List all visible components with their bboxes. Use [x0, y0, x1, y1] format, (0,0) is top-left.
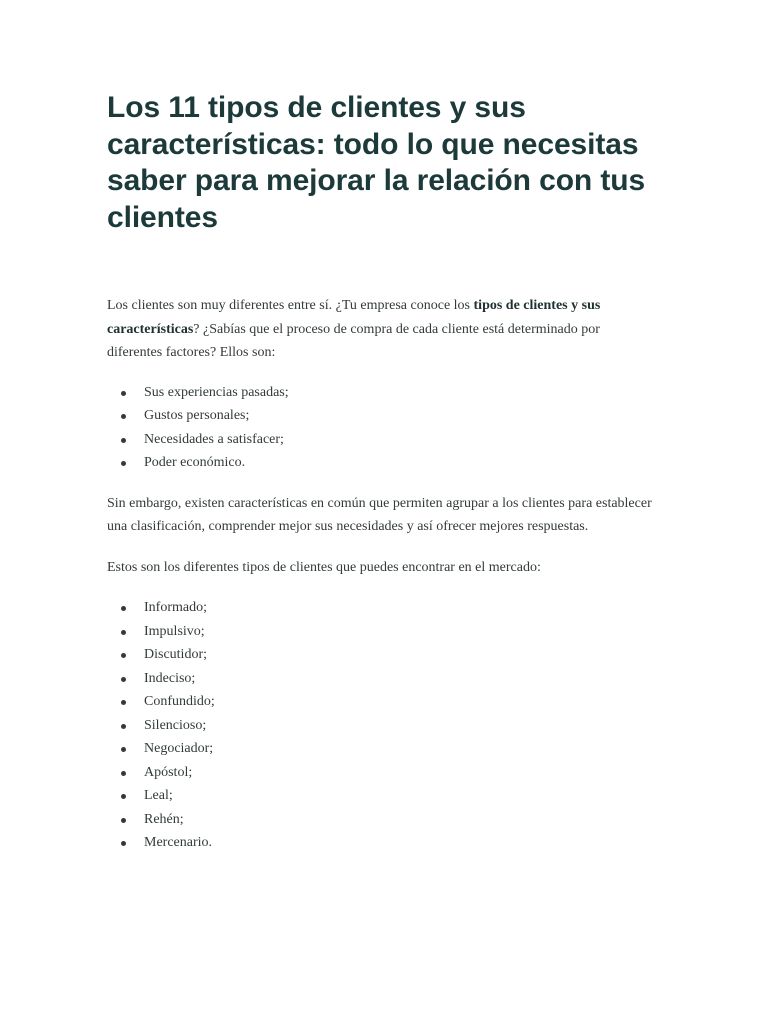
list-item	[107, 643, 652, 667]
bullet-icon	[121, 747, 126, 752]
list-item	[107, 667, 652, 691]
page-title: Los 11 tipos de clientes y sus características: todo lo que necesitas saber para mejorar la relación con tus clientes	[107, 91, 646, 234]
list-item	[107, 596, 652, 620]
list-item-text: Rehén;	[144, 811, 184, 827]
list-item	[107, 404, 652, 428]
list-item-text: Sus experiencias pasadas;	[144, 384, 289, 400]
body-paragraph: Estos son los diferentes tipos de clientes que puedes encontrar en el mercado:	[107, 559, 541, 575]
list-item-text: Gustos personales;	[144, 408, 250, 423]
list-item	[107, 428, 652, 452]
list-item	[107, 714, 652, 738]
list-item	[107, 381, 652, 405]
bullet-icon	[121, 700, 126, 705]
bullet-icon	[121, 818, 126, 823]
list-item-text: Discutidor;	[144, 647, 207, 662]
list-item-text: Silencioso;	[144, 717, 207, 733]
list-item	[107, 451, 652, 475]
bullet-icon	[121, 771, 126, 776]
intro-text-start: Los clientes son muy diferentes entre sí. ¿Tu empresa conoce los	[107, 298, 474, 313]
list-item-text: Apóstol;	[144, 764, 193, 780]
list-item	[107, 620, 652, 644]
list-item-text: Confundido;	[144, 694, 215, 709]
list-item-text: Impulsivo;	[144, 623, 205, 639]
list-item-text: Necesidades a satisfacer;	[144, 431, 284, 447]
bullet-icon	[121, 461, 126, 466]
bullet-icon	[121, 794, 126, 799]
client-types-list	[107, 596, 652, 855]
list-item	[107, 784, 652, 808]
list-item	[107, 737, 652, 761]
intro-paragraph	[107, 294, 652, 365]
intro-text-end: ? ¿Sabías que el proceso de compra de cada cliente está determinado por diferentes factores? Ellos son:	[107, 321, 600, 360]
body-paragraph: Sin embargo, existen características en común que permiten agrupar a los clientes para establecer una clasificación, comprender mejor sus necesidades y así ofrecer mejores respuestas.	[107, 495, 652, 534]
factors-list	[107, 381, 652, 475]
bullet-icon	[121, 438, 126, 443]
document-page	[107, 90, 652, 855]
bullet-icon	[121, 391, 126, 396]
list-item	[107, 808, 652, 832]
list-item-text: Informado;	[144, 600, 207, 615]
bullet-icon	[121, 653, 126, 658]
list-item-text: Indeciso;	[144, 670, 196, 686]
bullet-icon	[121, 414, 126, 419]
bullet-icon	[121, 841, 126, 846]
list-item-text: Negociador;	[144, 741, 214, 756]
bullet-icon	[121, 630, 126, 635]
bullet-icon	[121, 606, 126, 611]
bullet-icon	[121, 724, 126, 729]
list-item	[107, 761, 652, 785]
list-item	[107, 831, 652, 855]
list-item-text: Leal;	[144, 788, 173, 803]
intro-bold-text: tipos de clientes y sus características	[107, 298, 601, 337]
bullet-icon	[121, 677, 126, 682]
list-item-text: Mercenario.	[144, 835, 213, 850]
list-item-text: Poder económico.	[144, 455, 246, 470]
list-item	[107, 690, 652, 714]
